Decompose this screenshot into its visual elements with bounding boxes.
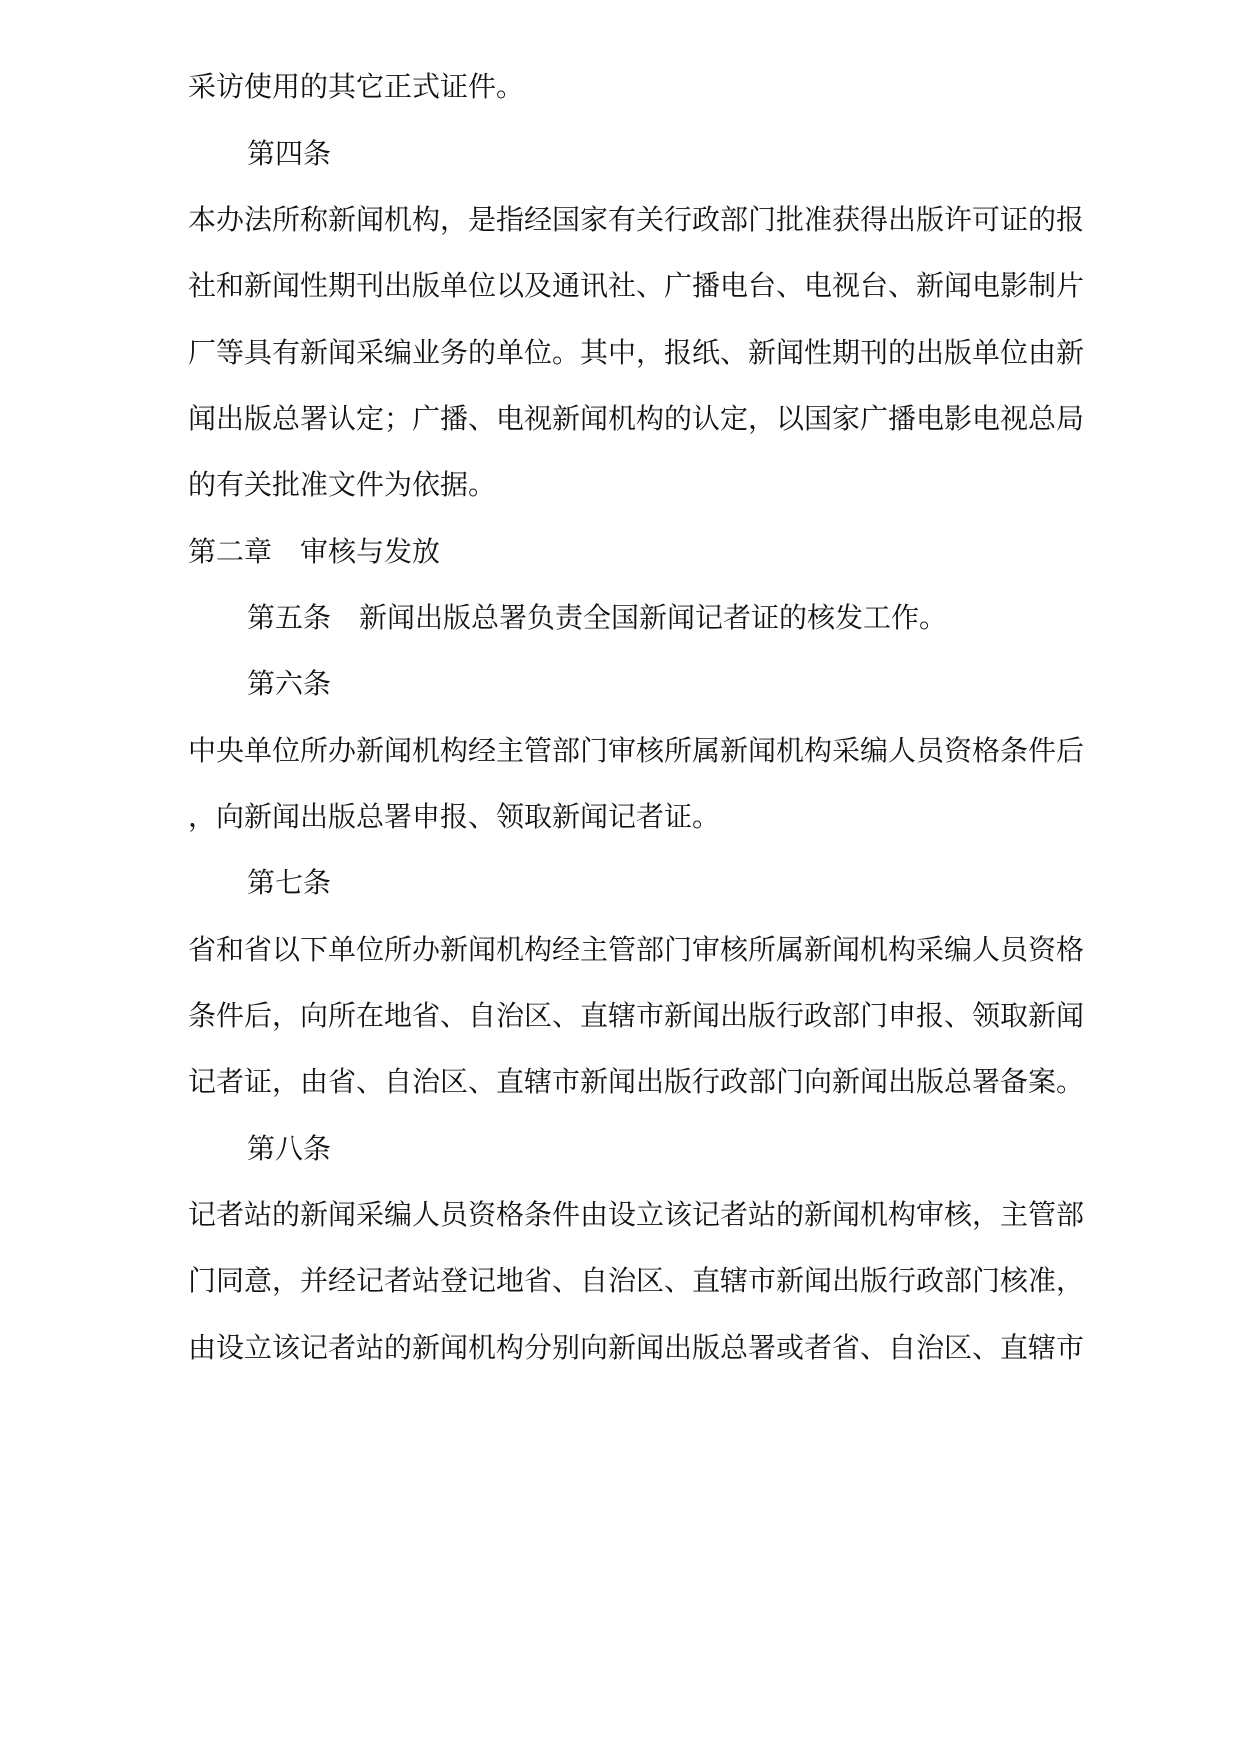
body-text-line: 厂等具有新闻采编业务的单位。其中，报纸、新闻性期刊的出版单位由新 — [188, 336, 1085, 369]
body-text-line: 条件后，向所在地省、自治区、直辖市新闻出版行政部门申报、领取新闻 — [188, 999, 1085, 1032]
body-text-line: 闻出版总署认定；广播、电视新闻机构的认定，以国家广播电影电视总局 — [188, 402, 1085, 435]
body-text-line: ，向新闻出版总署申报、领取新闻记者证。 — [188, 800, 721, 833]
body-text-line: 中央单位所办新闻机构经主管部门审核所属新闻机构采编人员资格条件后 — [188, 734, 1085, 767]
body-text-line: 门同意，并经记者站登记地省、自治区、直辖市新闻出版行政部门核准， — [188, 1264, 1085, 1297]
article-heading: 第七条 — [247, 866, 332, 899]
article-heading: 第六条 — [247, 667, 332, 700]
body-text-line: 记者站的新闻采编人员资格条件由设立该记者站的新闻机构审核，主管部 — [188, 1198, 1085, 1231]
article-heading: 第四条 — [247, 137, 332, 170]
body-text-line: 采访使用的其它正式证件。 — [188, 70, 525, 103]
body-text-line: 省和省以下单位所办新闻机构经主管部门审核所属新闻机构采编人员资格 — [188, 933, 1085, 966]
article-heading: 第八条 — [247, 1132, 332, 1165]
body-text-line: 本办法所称新闻机构，是指经国家有关行政部门批准获得出版许可证的报 — [188, 203, 1085, 236]
article-text: 第五条 新闻出版总署负责全国新闻记者证的核发工作。 — [247, 601, 948, 634]
body-text-line: 由设立该记者站的新闻机构分别向新闻出版总署或者省、自治区、直辖市 — [188, 1331, 1085, 1364]
body-text-line: 记者证，由省、自治区、直辖市新闻出版行政部门向新闻出版总署备案。 — [188, 1065, 1085, 1098]
body-text-line: 的有关批准文件为依据。 — [188, 468, 497, 501]
body-text-line: 社和新闻性期刊出版单位以及通讯社、广播电台、电视台、新闻电影制片 — [188, 269, 1085, 302]
chapter-heading: 第二章 审核与发放 — [188, 535, 441, 568]
